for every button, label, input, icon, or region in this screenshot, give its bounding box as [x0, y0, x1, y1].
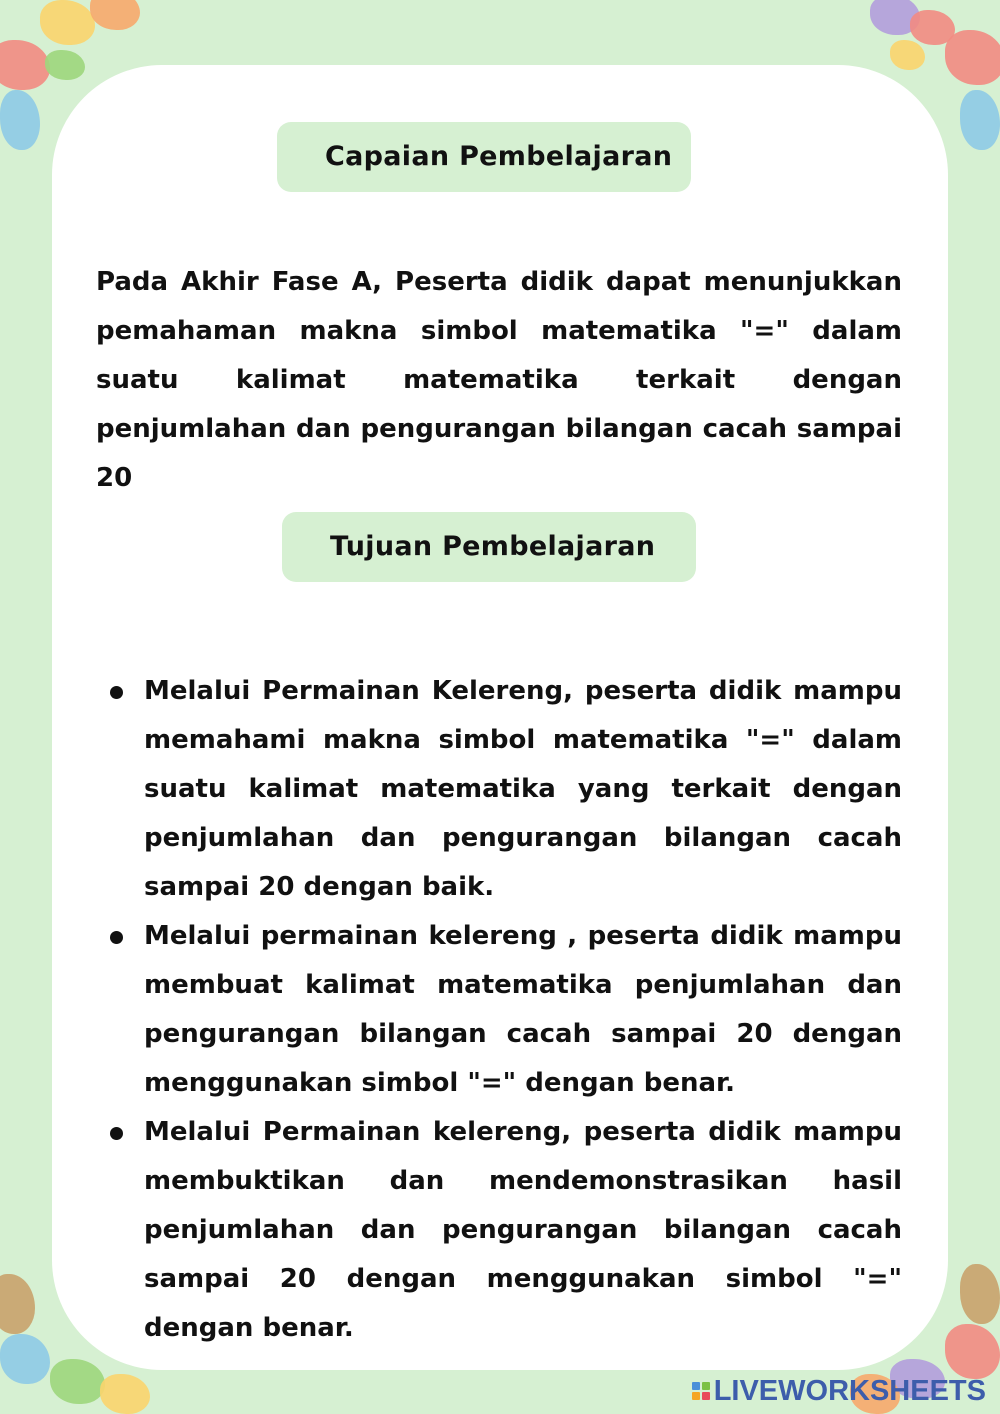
logo-text: LIVEWORKSHEETS — [713, 1374, 986, 1407]
liveworksheets-logo[interactable] — [692, 1376, 986, 1406]
bullet-icon — [110, 1127, 123, 1140]
list-item — [96, 912, 902, 1108]
list-item — [96, 1108, 902, 1353]
capaian-title-pill — [277, 122, 691, 192]
logo-grid-icon — [692, 1382, 710, 1400]
capaian-paragraph: Pada Akhir Fase A, Peserta didik dapat menunjukkan pemahaman makna simbol matematika "=" dalam suatu kalimat matematika terkait dengan penjumlahan dan pengurangan bilangan cacah sampai 20 — [96, 267, 902, 493]
list-item-text: Melalui Permainan Kelereng, peserta didik mampu memahami makna simbol matematika "=" dalam suatu kalimat matematika yang terkait dengan penjumlahan dan pengurangan bilangan cacah sampai 20 dengan baik. — [144, 676, 902, 902]
capaian-title: Capaian Pembelajaran — [325, 141, 673, 172]
list-item — [96, 667, 902, 912]
bullet-icon — [110, 686, 123, 699]
tujuan-list — [96, 667, 902, 1353]
list-item-text: Melalui Permainan kelereng, peserta didik mampu membuktikan dan mendemonstrasikan hasil penjumlahan dan pengurangan bilangan cacah sampai 20 dengan menggunakan simbol "=" dengan benar. — [144, 1117, 902, 1343]
tujuan-title: Tujuan Pembelajaran — [330, 531, 656, 562]
tujuan-title-pill — [282, 512, 696, 582]
list-item-text: Melalui permainan kelereng , peserta didik mampu membuat kalimat matematika penjumlahan dan pengurangan bilangan cacah sampai 20 dengan menggunakan simbol "=" dengan benar. — [144, 921, 902, 1098]
bullet-icon — [110, 931, 123, 944]
